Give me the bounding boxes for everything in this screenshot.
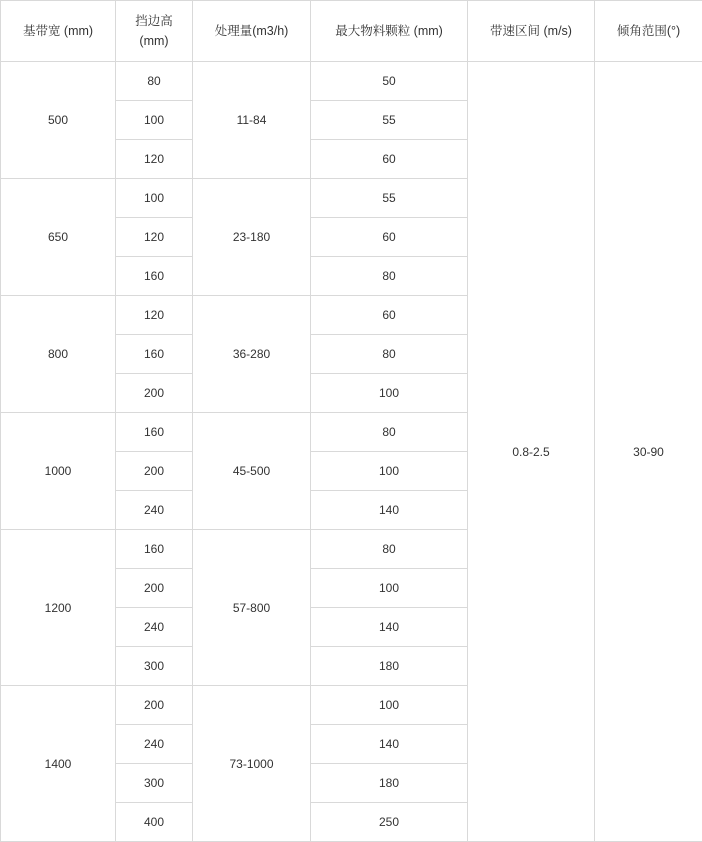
table-row <box>1 62 702 101</box>
edge-height-cell: 200 <box>116 686 193 725</box>
capacity-cell: 45-500 <box>193 413 311 530</box>
capacity-cell: 73-1000 <box>193 686 311 842</box>
edge-height-cell: 300 <box>116 647 193 686</box>
max-particle-cell: 100 <box>311 569 468 608</box>
edge-height-cell: 100 <box>116 101 193 140</box>
belt-width-cell: 1200 <box>1 530 116 686</box>
max-particle-cell: 140 <box>311 725 468 764</box>
max-particle-cell: 140 <box>311 608 468 647</box>
max-particle-cell: 100 <box>311 452 468 491</box>
edge-height-cell: 240 <box>116 725 193 764</box>
max-particle-cell: 250 <box>311 803 468 842</box>
table-body <box>1 62 702 842</box>
header-max-particle: 最大物料颗粒 (mm) <box>311 1 468 62</box>
edge-height-cell: 240 <box>116 608 193 647</box>
header-angle: 倾角范围(°) <box>595 1 702 62</box>
max-particle-cell: 80 <box>311 335 468 374</box>
max-particle-cell: 100 <box>311 686 468 725</box>
capacity-cell: 36-280 <box>193 296 311 413</box>
belt-width-cell: 650 <box>1 179 116 296</box>
max-particle-cell: 100 <box>311 374 468 413</box>
header-capacity: 处理量(m3/h) <box>193 1 311 62</box>
belt-width-cell: 1000 <box>1 413 116 530</box>
edge-height-cell: 400 <box>116 803 193 842</box>
edge-height-cell: 240 <box>116 491 193 530</box>
capacity-cell: 11-84 <box>193 62 311 179</box>
max-particle-cell: 140 <box>311 491 468 530</box>
max-particle-cell: 80 <box>311 530 468 569</box>
max-particle-cell: 180 <box>311 764 468 803</box>
capacity-cell: 23-180 <box>193 179 311 296</box>
belt-width-cell: 1400 <box>1 686 116 842</box>
header-width: 基带宽 (mm) <box>1 1 116 62</box>
max-particle-cell: 80 <box>311 413 468 452</box>
edge-height-cell: 80 <box>116 62 193 101</box>
max-particle-cell: 60 <box>311 218 468 257</box>
max-particle-cell: 60 <box>311 140 468 179</box>
edge-height-cell: 120 <box>116 140 193 179</box>
edge-height-cell: 120 <box>116 218 193 257</box>
edge-height-cell: 160 <box>116 530 193 569</box>
max-particle-cell: 180 <box>311 647 468 686</box>
belt-width-cell: 500 <box>1 62 116 179</box>
angle-range-cell: 30-90 <box>595 62 702 842</box>
edge-height-cell: 120 <box>116 296 193 335</box>
edge-height-cell: 200 <box>116 452 193 491</box>
edge-height-cell: 200 <box>116 374 193 413</box>
edge-height-cell: 160 <box>116 413 193 452</box>
header-speed: 带速区间 (m/s) <box>468 1 595 62</box>
max-particle-cell: 55 <box>311 179 468 218</box>
capacity-cell: 57-800 <box>193 530 311 686</box>
edge-height-cell: 160 <box>116 257 193 296</box>
max-particle-cell: 80 <box>311 257 468 296</box>
speed-range-cell: 0.8-2.5 <box>468 62 595 842</box>
table-header <box>1 1 702 62</box>
belt-width-cell: 800 <box>1 296 116 413</box>
max-particle-cell: 55 <box>311 101 468 140</box>
edge-height-cell: 160 <box>116 335 193 374</box>
header-row <box>1 1 702 62</box>
edge-height-cell: 100 <box>116 179 193 218</box>
header-edge-height <box>116 1 193 62</box>
edge-height-cell: 200 <box>116 569 193 608</box>
max-particle-cell: 60 <box>311 296 468 335</box>
header-edge-height-line1: 挡边高 <box>116 11 192 31</box>
max-particle-cell: 50 <box>311 62 468 101</box>
header-edge-height-line2: (mm) <box>116 31 192 51</box>
edge-height-cell: 300 <box>116 764 193 803</box>
